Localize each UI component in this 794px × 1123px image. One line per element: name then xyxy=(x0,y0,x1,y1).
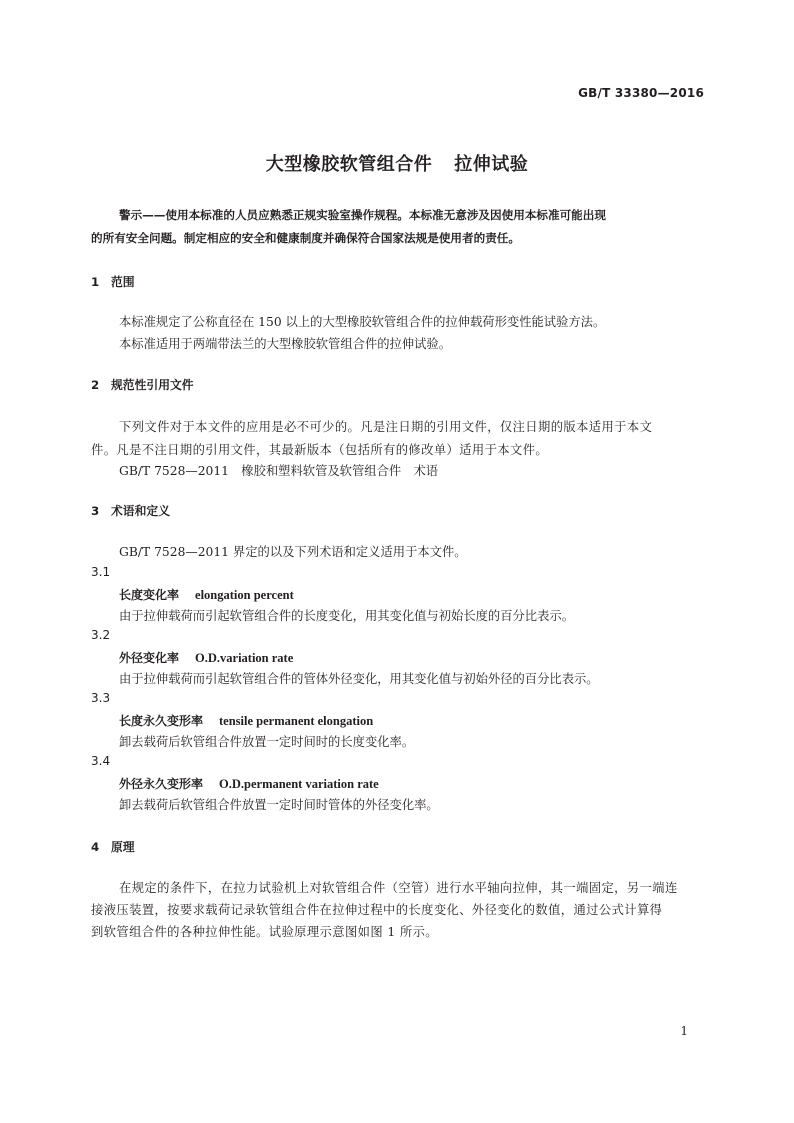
section-4-heading xyxy=(91,838,135,855)
term-number: 3.1 xyxy=(91,565,111,579)
term-heading xyxy=(119,649,293,666)
term-heading xyxy=(119,586,294,603)
term-zh: 长度永久变形率 xyxy=(119,714,204,728)
paragraph: GB/T 7528—2011 界定的以及下列术语和定义适用于本文件。 xyxy=(119,545,467,559)
paragraph: 到软管组合件的各种拉伸性能。试验原理示意图如图 1 所示。 xyxy=(91,925,438,939)
section-3-heading xyxy=(91,502,170,519)
term-en: O.D.variation rate xyxy=(195,651,294,665)
term-number: 3.3 xyxy=(91,691,111,705)
term-definition: 卸去载荷后软管组合件放置一定时间时的长度变化率。 xyxy=(119,735,415,749)
page-number: 1 xyxy=(680,1024,688,1038)
term-zh: 外径永久变形率 xyxy=(119,777,204,791)
paragraph: 下列文件对于本文件的应用是必不可少的。凡是注日期的引用文件，仅注日期的版本适用于本文 xyxy=(119,420,653,434)
section-number: 4 xyxy=(91,840,100,854)
term-definition: 由于拉伸载荷而引起软管组合件的长度变化，用其变化值与初始长度的百分比表示。 xyxy=(119,609,574,623)
section-title: 规范性引用文件 xyxy=(111,378,194,392)
title-part-2: 拉伸试验 xyxy=(454,154,529,175)
paragraph: 接液压装置，按要求载荷记录软管组合件在拉伸过程中的长度变化、外径变化的数值，通过公式计算得 xyxy=(91,903,663,917)
paragraph: 本标准适用于两端带法兰的大型橡胶软管组合件的拉伸试验。 xyxy=(119,337,452,351)
section-title: 术语和定义 xyxy=(111,504,170,518)
page-title xyxy=(0,150,794,176)
term-definition: 由于拉伸载荷而引起软管组合件的管体外径变化，用其变化值与初始外径的百分比表示。 xyxy=(119,672,599,686)
title-part-1: 大型橡胶软管组合件 xyxy=(265,154,433,175)
term-heading xyxy=(119,775,379,792)
term-number: 3.4 xyxy=(91,754,111,768)
term-number: 3.2 xyxy=(91,628,111,642)
paragraph: 在规定的条件下，在拉力试验机上对软管组合件（空管）进行水平轴向拉伸，其一端固定，另一端连 xyxy=(119,881,678,895)
standard-code: GB/T 33380—2016 xyxy=(578,86,704,100)
section-number: 3 xyxy=(91,504,100,518)
reference-item: GB/T 7528—2011 橡胶和塑料软管及软管组合件 术语 xyxy=(119,464,439,478)
term-zh: 外径变化率 xyxy=(119,651,180,665)
section-2-heading xyxy=(91,376,194,393)
term-zh: 长度变化率 xyxy=(119,588,180,602)
section-title: 范围 xyxy=(111,275,135,289)
section-1-heading xyxy=(91,273,135,290)
term-heading xyxy=(119,712,373,729)
section-title: 原理 xyxy=(111,840,135,854)
term-en: tensile permanent elongation xyxy=(219,714,374,728)
section-number: 1 xyxy=(91,275,100,289)
warning-line-2: 的所有安全问题。制定相应的安全和健康制度并确保符合国家法规是使用者的责任。 xyxy=(91,231,520,245)
term-en: elongation percent xyxy=(195,588,294,602)
section-number: 2 xyxy=(91,378,100,392)
warning-line-1: 警示——使用本标准的人员应熟悉正规实验室操作规程。本标准无意涉及因使用本标准可能出现 xyxy=(119,208,606,222)
term-en: O.D.permanent variation rate xyxy=(219,777,379,791)
paragraph: 件。凡是不注日期的引用文件，其最新版本（包括所有的修改单）适用于本文件。 xyxy=(91,443,549,457)
paragraph: 本标准规定了公称直径在 150 以上的大型橡胶软管组合件的拉伸载荷形变性能试验方法。 xyxy=(119,315,606,329)
term-definition: 卸去载荷后软管组合件放置一定时间时管体的外径变化率。 xyxy=(119,798,439,812)
